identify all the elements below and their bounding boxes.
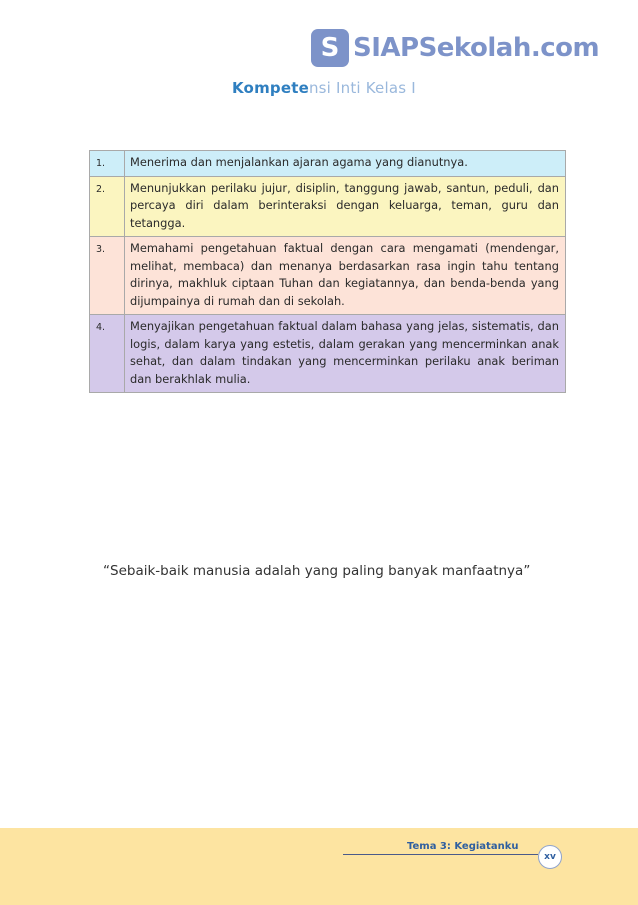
row-text: Menerima dan menjalankan ajaran agama yang dianutnya. bbox=[125, 151, 566, 177]
footer-divider bbox=[343, 854, 538, 855]
row-number: 1. bbox=[90, 151, 125, 177]
row-number: 2. bbox=[90, 176, 125, 237]
table-row bbox=[90, 315, 566, 393]
quote-text: “Sebaik-baik manusia adalah yang paling banyak manfaatnya” bbox=[103, 563, 531, 579]
table-row bbox=[90, 237, 566, 315]
table-row bbox=[90, 176, 566, 237]
row-number: 4. bbox=[90, 315, 125, 393]
row-number: 3. bbox=[90, 237, 125, 315]
row-text: Memahami pengetahuan faktual dengan cara mengamati (mendengar, melihat, membaca) dan menanya berdasarkan rasa ingin tahu tentang dirinya, makhluk ciptaan Tuhan dan kegiatannya, dan benda-benda yang dijumpainya di rumah dan di sekolah. bbox=[125, 237, 566, 315]
table-row bbox=[90, 151, 566, 177]
row-text: Menunjukkan perilaku jujur, disiplin, tanggung jawab, santun, peduli, dan percaya diri dalam berinteraksi dengan keluarga, teman, guru dan tetangga. bbox=[125, 176, 566, 237]
logo-text: SIAPSekolah.com bbox=[353, 33, 600, 63]
competency-table bbox=[89, 150, 566, 393]
logo-badge: S bbox=[311, 29, 349, 67]
page-title bbox=[232, 79, 416, 97]
site-logo bbox=[311, 27, 599, 69]
row-text: Menyajikan pengetahuan faktual dalam bahasa yang jelas, sistematis, dan logis, dalam karya yang estetis, dalam gerakan yang mencerminkan anak sehat, dan dalam tindakan yang mencerminkan perilaku anak beriman dan berakhlak mulia. bbox=[125, 315, 566, 393]
page-title-part2: nsi Inti Kelas I bbox=[308, 79, 416, 97]
page-title-part1: Kompete bbox=[232, 79, 309, 97]
page-number: xv bbox=[538, 845, 562, 869]
footer-theme: Tema 3: Kegiatanku bbox=[407, 841, 519, 852]
page-footer bbox=[0, 828, 638, 905]
